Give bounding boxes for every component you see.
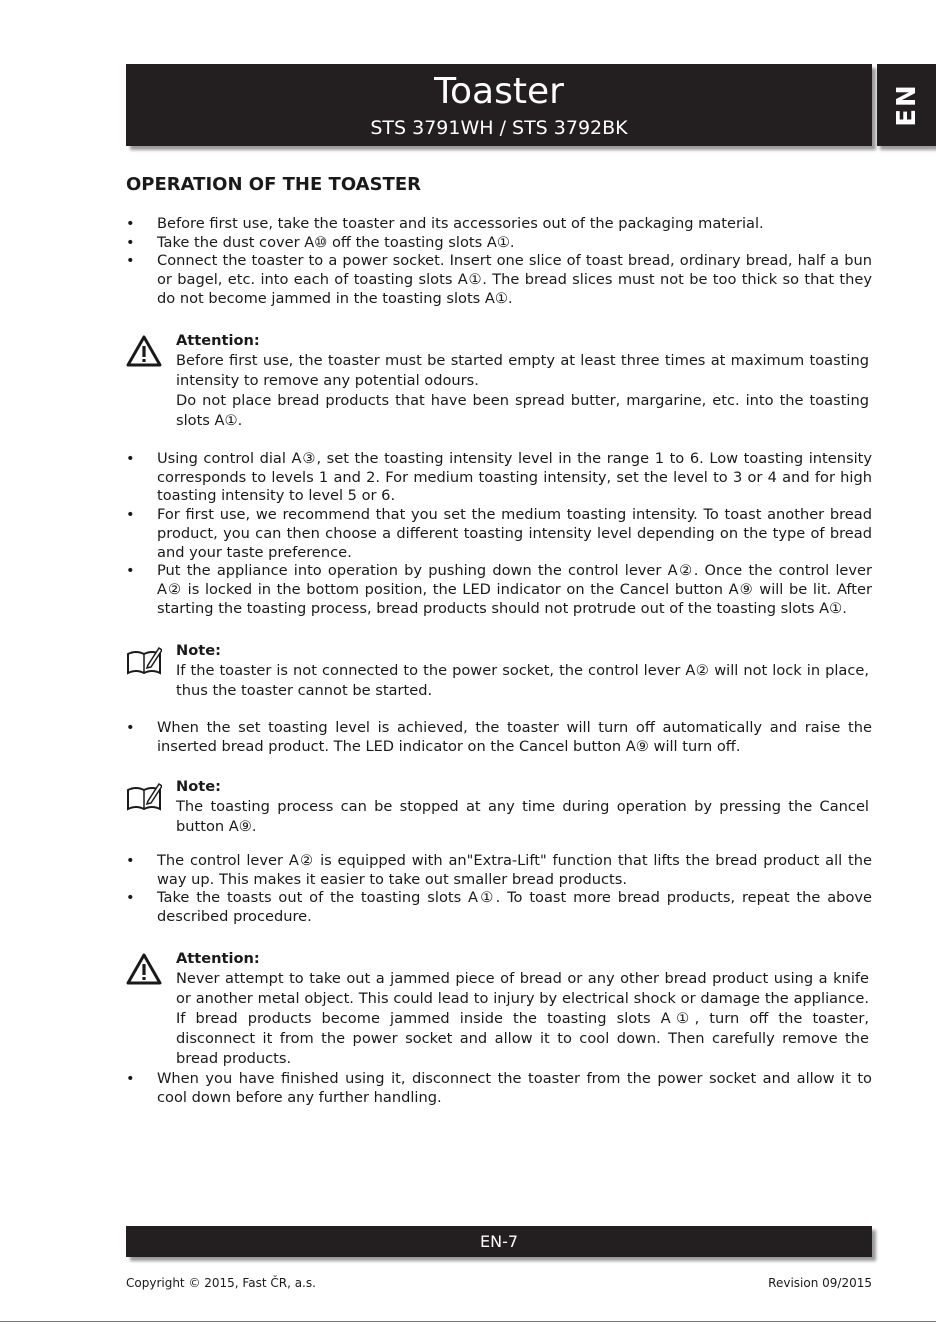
note-pencil-icon [126,781,162,813]
bullet-list-4 [126,852,872,927]
note-text: The toasting process can be stopped at any time during operation by pressing the Cancel button A⑨. [176,798,869,835]
note-text: If the toaster is not connected to the power socket, the control lever A② will not lock in place, thus the toaster cannot be started. [176,662,869,699]
language-label: EN [891,83,922,127]
page-number-bar [126,1226,872,1257]
section-title: OPERATION OF THE TOASTER [126,174,421,195]
list-item: • Take the dust cover A⑩ off the toasting slots A①. [126,234,872,253]
title-banner [126,64,872,146]
note-label: Note: [176,642,221,659]
note-callout [126,641,872,701]
list-item: • Take the toasts out of the toasting slots A①. To toast more bread products, repeat the above described procedure. [126,889,872,926]
list-item: • When you have finished using it, disconnect the toaster from the power socket and allow it to cool down before any further handling. [126,1070,872,1107]
bottom-divider [0,1321,936,1322]
revision-text: Revision 09/2015 [768,1276,872,1290]
warning-triangle-icon [126,335,162,367]
warning-triangle-icon [126,953,162,985]
bullet-list-5 [126,1070,872,1107]
bullet-list-3 [126,719,872,756]
attention-text: Never attempt to take out a jammed piece of bread or any other bread product using a knife or another metal object. This could lead to injury by electrical shock or damage the appliance. If bread products become jammed inside the toasting slots A①, turn off the toaster, disconnect it from the power socket and allow it to cool down. Then carefully remove the bread products. [176,970,869,1067]
list-item: • Before first use, take the toaster and its accessories out of the packaging material. [126,215,872,234]
list-item: • When the set toasting level is achieved, the toaster will turn off automatically and raise the inserted bread product. The LED indicator on the Cancel button A⑨ will turn off. [126,719,872,756]
list-item: • Using control dial A③, set the toasting intensity level in the range 1 to 6. Low toasting intensity corresponds to levels 1 and 2. For medium toasting intensity, set the level to 3 or 4 and for high toasting intensity to level 5 or 6. [126,450,872,506]
model-numbers: STS 3791WH / STS 3792BK [370,117,628,139]
note-callout [126,777,872,837]
attention-callout [126,331,872,427]
list-item: • The control lever A② is equipped with an"Extra-Lift" function that lifts the bread product all the way up. This makes it easier to take out smaller bread products. [126,852,872,889]
bullet-list-1 [126,215,872,309]
copyright-text: Copyright © 2015, Fast ČR, a.s. [126,1276,316,1290]
attention-text: Before first use, the toaster must be started empty at least three times at maximum toasting intensity to remove any potential odours. [176,352,869,389]
bullet-list-2 [126,450,872,618]
attention-label: Attention: [176,332,260,349]
list-item: • Connect the toaster to a power socket. Insert one slice of toast bread, ordinary bread, half a bun or bagel, etc. into each of toasting slots A①. The bread slices must not be too thick so that they do not become jammed in the toasting slots A①. [126,252,872,308]
list-item: • For first use, we recommend that you set the medium toasting intensity. To toast another bread product, you can then choose a different toasting intensity level depending on the type of bread and your taste preference. [126,506,872,562]
list-item: • Put the appliance into operation by pushing down the control lever A②. Once the control lever A② is locked in the bottom position, the LED indicator on the Cancel button A⑨ will be lit. After starting the toasting process, bread products should not protrude out of the toasting slots A①. [126,562,872,618]
attention-label: Attention: [176,950,260,967]
note-label: Note: [176,778,221,795]
attention-callout [126,949,872,1067]
note-pencil-icon [126,645,162,677]
document-title: Toaster [434,71,564,112]
page-number: EN-7 [479,1232,519,1251]
attention-text: Do not place bread products that have been spread butter, margarine, etc. into the toasting slots A①. [176,392,869,429]
language-tab [877,64,936,146]
